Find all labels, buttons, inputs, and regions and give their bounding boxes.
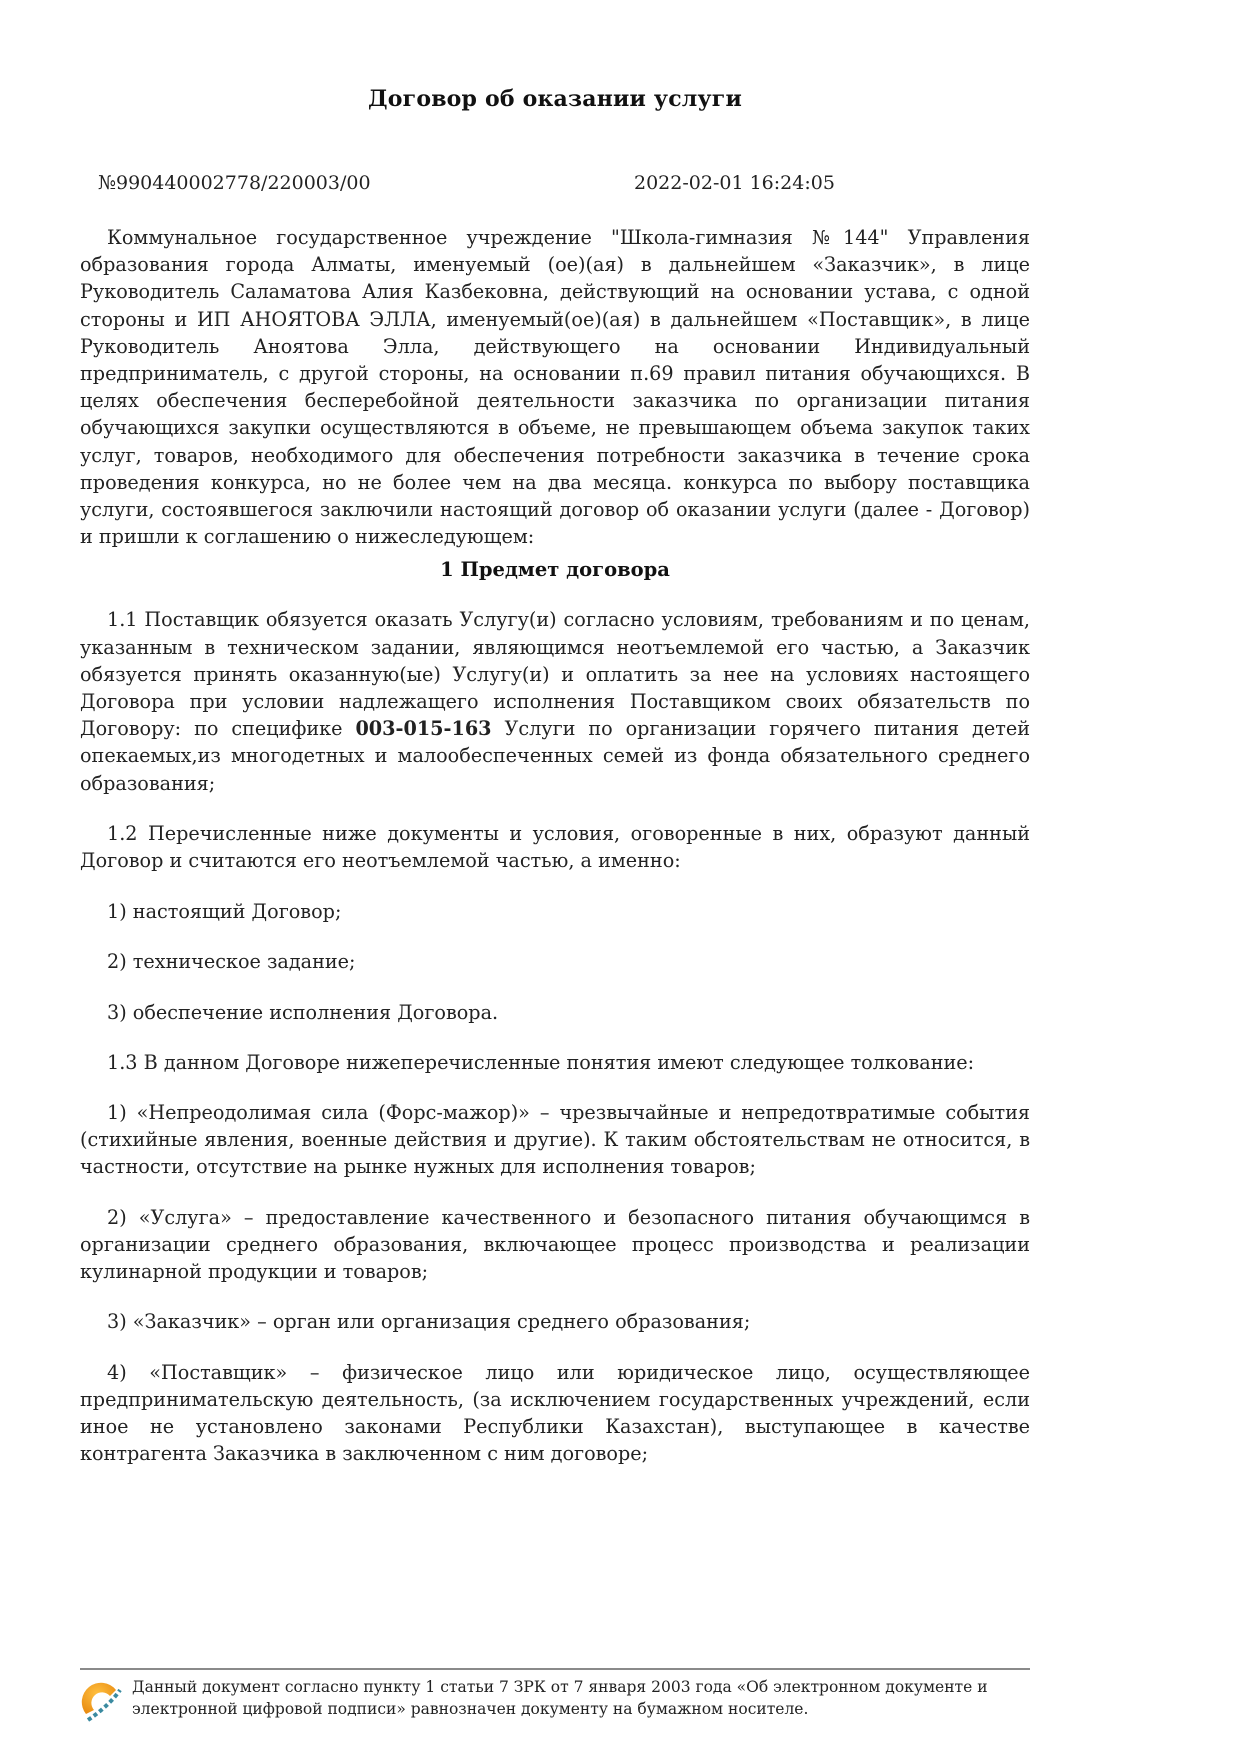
- definition-force-majeure: 1) «Непреодолимая сила (Форс-мажор)» – чрезвычайные и непредотвратимые события (стихийные явления, военные действия и другие). К таким обстоятельствам не относится, в частности, отсутствие на рынке нужных для исполнения товаров;: [80, 1101, 1030, 1179]
- footer-row: [80, 1676, 1030, 1722]
- preamble-paragraph: Коммунальное государственное учреждение "Школа-гимназия №144" Управления образования города Алматы, именуемый (ое)(ая) в дальнейшем «Заказчик», в лице Руководитель Саламатова Алия Казбековна, действующий на основании устава, с одной стороны и ИП АНОЯТОВА ЭЛЛА, именуемый(ое)(ая) в дальнейшем «Поставщик», в лице Руководитель Аноятова Элла, действующего на основании Индивидуальный предприниматель, с другой стороны, на основании п.69 правил питания обучающихся. В целях обеспечения бесперебойной деятельности заказчика по организации питания обучающихся закупки осуществляются в объеме, не превышающем объема закупок таких услуг, товаров, необходимого для обеспечения потребности заказчика в течение срока проведения конкурса, но не более чем на два месяца. конкурса по выбору поставщика услуги, состоявшегося заключили настоящий договор об оказании услуги (далее - Договор) и пришли к соглашению о нижеследующем:: [80, 226, 1030, 549]
- list-item: 3) обеспечение исполнения Договора.: [107, 1000, 499, 1024]
- footer-legal-notice: Данный документ согласно пункту 1 статьи 7 ЗРК от 7 января 2003 года «Об электронном документе и электронной цифровой подписи» равнозначен документу на бумажном носителе.: [132, 1678, 988, 1718]
- clause-1-1: [80, 606, 1030, 796]
- document-body: [80, 224, 1030, 1467]
- specification-code: 003-015-163: [355, 717, 492, 741]
- clause-1-1-text-before: 1.1 Поставщик обязуется оказать Услугу(и) согласно условиям, требованиям и по ценам, указанным в техническом задании, являющимся неотъемлемой его частью, а Заказчик обязуется принять оказанную(ые) Услугу(и) и оплатить за нее на условиях настоящего Договора при условии надлежащего исполнения Поставщиком своих обязательств по Договору: по специфике: [80, 608, 1030, 741]
- section-heading-1: 1 Предмет договора: [440, 558, 670, 582]
- clause-1-3: 1.3 В данном Договоре нижеперечисленные понятия имеют следующее толкование:: [107, 1050, 975, 1074]
- clause-1-2: 1.2 Перечисленные ниже документы и условия, оговоренные в них, образуют данный Договор и считаются его неотъемлемой частью, а именно:: [80, 821, 1030, 873]
- contract-number: №990440002778/220003/00: [98, 172, 371, 194]
- clause-1-1-text-after: Услуги по организации горячего питания детей опекаемых,из многодетных и малообеспеченных семей из фонда обязательного среднего образования;: [80, 717, 1030, 795]
- list-item: 1) настоящий Договор;: [107, 900, 342, 924]
- document-title: Договор об оказании услуги: [368, 86, 742, 112]
- definition-supplier: 4) «Поставщик» – физическое лицо или юридическое лицо, осуществляющее предпринимательскую деятельность, (за исключением государственных учреждений, если иное не установлено законами Республики Казахстан), выступающее в качестве контрагента Заказчика в заключенном с ним договоре;: [80, 1360, 1030, 1466]
- footer: [80, 1668, 1030, 1722]
- footer-divider: [80, 1668, 1030, 1670]
- list-item: 2) техническое задание;: [107, 950, 356, 974]
- contract-datetime: 2022-02-01 16:24:05: [634, 172, 835, 194]
- definition-customer: 3) «Заказчик» – орган или организация среднего образования;: [107, 1310, 751, 1334]
- egov-sun-logo-icon: [80, 1676, 124, 1722]
- definition-service: 2) «Услуга» – предоставление качественного и безопасного питания обучающимся в организации среднего образования, включающее процесс производства и реализации кулинарной продукции и товаров;: [80, 1205, 1030, 1284]
